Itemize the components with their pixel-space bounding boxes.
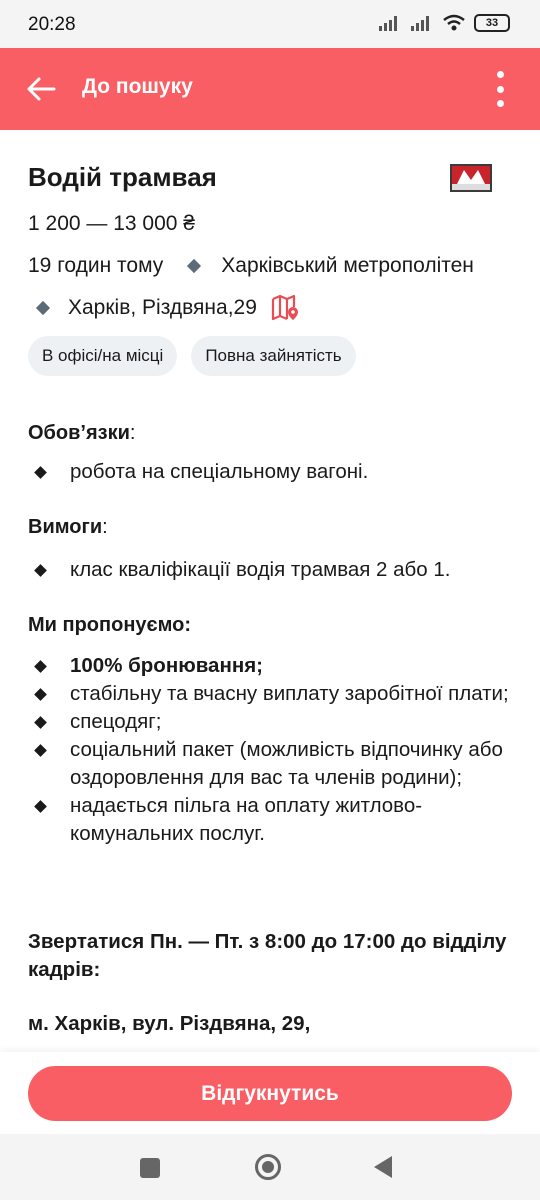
contact-hours: Звертатися Пн. — Пт. з 8:00 до 17:00 до відділу кадрів: xyxy=(28,930,507,981)
list-item: стабільну та вчасну виплату заробітної плати; xyxy=(28,680,518,708)
offer-list xyxy=(28,652,518,848)
back-to-search-label[interactable]: До пошуку xyxy=(82,75,193,98)
company-logo[interactable] xyxy=(450,164,492,192)
posted-time: 19 годин тому xyxy=(28,254,164,277)
status-bar xyxy=(0,0,540,48)
offer-heading: Ми пропонуємо: xyxy=(28,614,191,636)
back-triangle-icon[interactable] xyxy=(374,1156,392,1178)
tags xyxy=(28,336,356,376)
signal-icon-2 xyxy=(410,14,434,32)
meta-row xyxy=(28,254,474,278)
list-item: клас кваліфікації водія трамвая 2 або 1. xyxy=(28,556,518,584)
diamond-bullet-icon xyxy=(187,259,201,273)
list-item: спецодяг; xyxy=(28,708,518,736)
duties-heading: Обов’язки: xyxy=(28,422,136,444)
bottom-bar xyxy=(0,1052,540,1134)
company-name[interactable]: Харківський метрополітен xyxy=(221,254,474,277)
more-vertical-icon[interactable] xyxy=(490,71,510,107)
requirements-heading: Вимоги: xyxy=(28,516,108,538)
signal-icon xyxy=(378,14,402,32)
job-title: Водій трамвая xyxy=(28,162,217,192)
wifi-icon xyxy=(442,14,466,32)
tag-full-time: Повна зайнятість xyxy=(191,336,355,376)
list-item: робота на спеціальному вагоні. xyxy=(28,458,518,486)
list-item: надається пільга на оплату житлово-комунальних послуг. xyxy=(28,792,518,848)
app-bar xyxy=(0,48,540,130)
address: м. Харків, вул. Різдвяна, 29, xyxy=(28,1012,311,1035)
battery-icon: 33 xyxy=(474,14,510,32)
apply-button[interactable]: Відгукнутись xyxy=(28,1066,512,1121)
status-time: 20:28 xyxy=(28,14,76,35)
status-icons xyxy=(378,14,510,32)
location-row xyxy=(36,294,301,322)
location-text: Харків, Різдвяна,29 xyxy=(68,296,257,319)
requirements-list xyxy=(28,556,518,584)
tag-office: В офісі/на місці xyxy=(28,336,177,376)
list-item: соціальний пакет (можливість відпочинку або оздоровлення для вас та членів родини); xyxy=(28,736,518,792)
diamond-bullet-icon xyxy=(36,301,50,315)
system-nav-bar xyxy=(0,1134,540,1200)
recent-apps-icon[interactable] xyxy=(140,1158,160,1178)
map-pin-icon[interactable] xyxy=(271,294,301,322)
arrow-left-icon[interactable] xyxy=(24,72,58,106)
home-icon[interactable] xyxy=(255,1154,281,1180)
list-item: 100% бронювання; xyxy=(28,652,518,680)
salary: 1 200 — 13 000 ₴ xyxy=(28,212,195,235)
job-details[interactable] xyxy=(0,130,540,1052)
duties-list xyxy=(28,458,518,486)
